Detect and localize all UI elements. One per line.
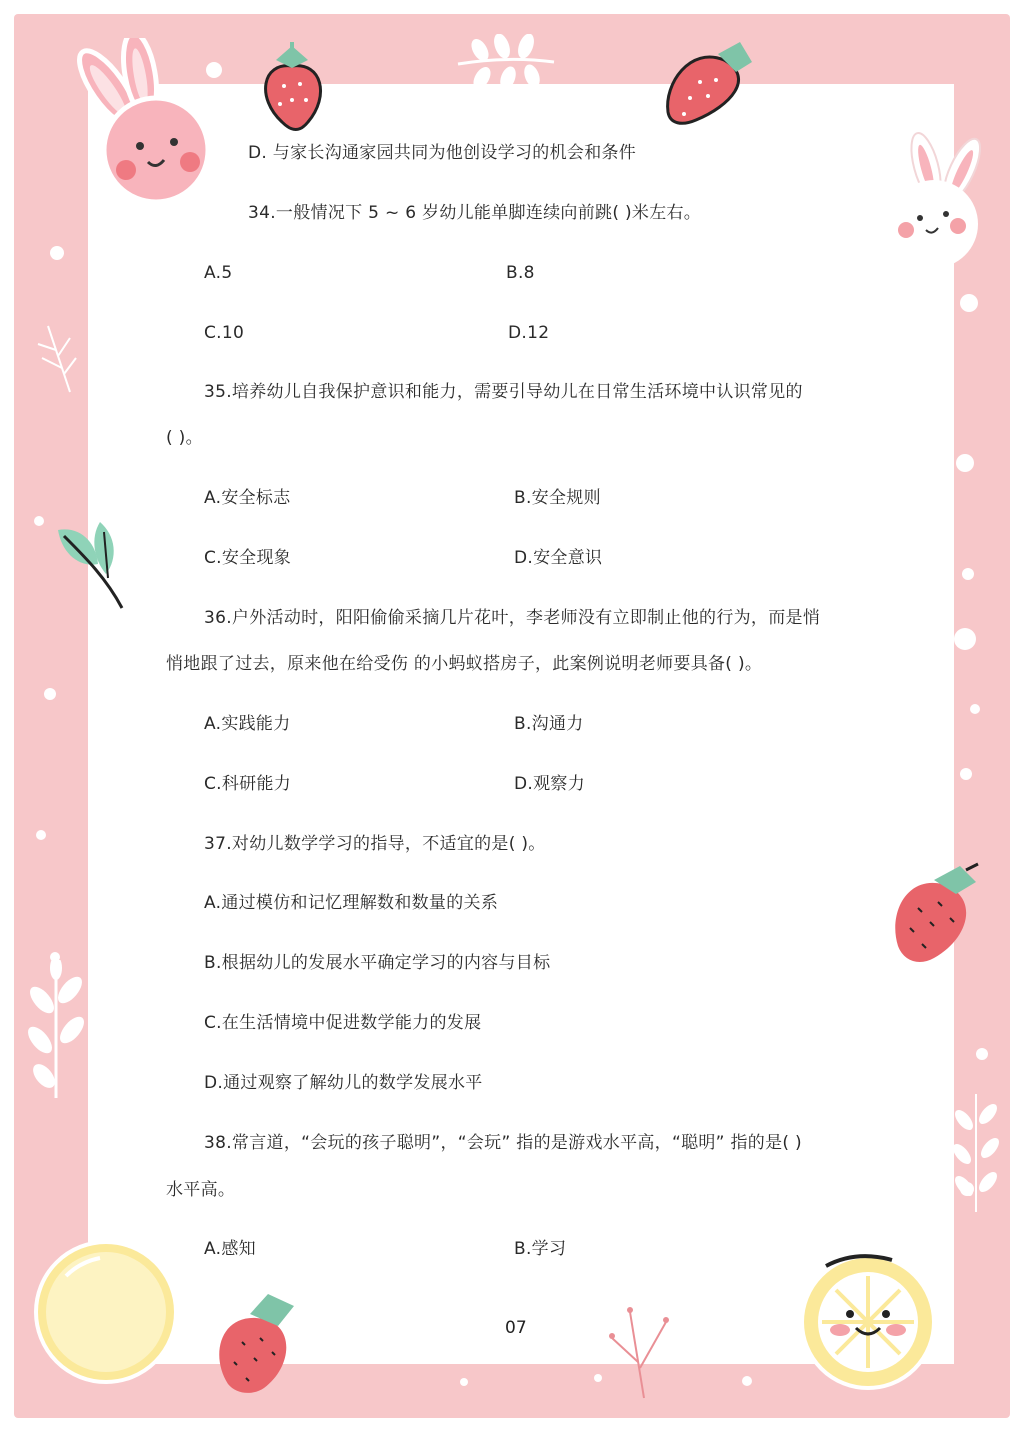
q36-option-a: A.实践能力 xyxy=(204,714,291,734)
q35-option-a: A.安全标志 xyxy=(204,488,291,508)
border-dot xyxy=(956,454,974,472)
strawberry-icon xyxy=(206,1290,306,1398)
border-dot xyxy=(976,1048,988,1060)
q34-stem: 34.一般情况下 5 ~ 6 岁幼儿能单脚连续向前跳( )米左右。 xyxy=(248,203,702,223)
q34-option-d: D.12 xyxy=(508,323,550,343)
q37-option-a: A.通过模仿和记忆理解数和数量的关系 xyxy=(204,893,499,913)
q36-option-b: B.沟通力 xyxy=(514,714,584,734)
twig-icon xyxy=(34,318,80,394)
border-dot xyxy=(34,516,44,526)
border-dot xyxy=(460,1378,468,1386)
leaf-icon xyxy=(50,518,130,610)
q38-option-a: A.感知 xyxy=(204,1239,256,1259)
q33-option-d: D. 与家长沟通家园共同为他创设学习的机会和条件 xyxy=(248,143,637,163)
q34-option-b: B.8 xyxy=(506,263,535,283)
q37-option-d: D.通过观察了解幼儿的数学发展水平 xyxy=(204,1073,483,1093)
border-dot xyxy=(594,1374,602,1382)
q36-stem-line1: 36.户外活动时，阳阳偷偷采摘几片花叶，李老师没有立即制止他的行为，而是悄 xyxy=(204,608,821,628)
strawberry-icon xyxy=(888,862,984,970)
strawberry-icon xyxy=(660,36,760,130)
q34-option-a: A.5 xyxy=(204,263,233,283)
q37-option-c: C.在生活情境中促进数学能力的发展 xyxy=(204,1013,482,1033)
q34-option-c: C.10 xyxy=(204,323,245,343)
q38-stem-line1: 38.常言道，“会玩的孩子聪明”，“会玩” 指的是游戏水平高，“聪明” 指的是( ) xyxy=(204,1133,802,1153)
q36-stem-line2: 悄地跟了过去，原来他在给受伤 的小蚂蚁搭房子，此案例说明老师要具备( )。 xyxy=(166,654,763,674)
border-dot xyxy=(44,688,56,700)
q38-option-b: B.学习 xyxy=(514,1239,567,1259)
border-dot xyxy=(742,1376,752,1386)
border-dot xyxy=(36,830,46,840)
q36-option-d: D.观察力 xyxy=(514,774,585,794)
lemon-icon xyxy=(796,1246,944,1396)
q35-stem-line2: ( )。 xyxy=(166,428,203,448)
q38-stem-line2: 水平高。 xyxy=(166,1180,236,1200)
twig-icon xyxy=(604,1302,674,1400)
border-dot xyxy=(970,704,980,714)
page-number: 07 xyxy=(505,1318,527,1338)
bunny-icon xyxy=(60,38,220,204)
bunny-icon xyxy=(868,126,1008,272)
q36-option-c: C.科研能力 xyxy=(204,774,292,794)
leaf-sprig-icon xyxy=(452,34,558,92)
strawberry-icon xyxy=(252,36,332,136)
q35-option-c: C.安全现象 xyxy=(204,548,292,568)
q35-option-b: B.安全规则 xyxy=(514,488,601,508)
leaf-branch-icon xyxy=(948,1090,1004,1214)
q35-option-d: D.安全意识 xyxy=(514,548,603,568)
q37-option-b: B.根据幼儿的发展水平确定学习的内容与目标 xyxy=(204,953,551,973)
border-dot xyxy=(954,628,976,650)
lemon-icon xyxy=(30,1236,186,1392)
border-dot xyxy=(50,246,64,260)
border-dot xyxy=(962,568,974,580)
q35-stem-line1: 35.培养幼儿自我保护意识和能力，需要引导幼儿在日常生活环境中认识常见的 xyxy=(204,382,803,402)
q37-stem: 37.对幼儿数学学习的指导，不适宜的是( )。 xyxy=(204,834,546,854)
border-dot xyxy=(960,768,972,780)
leaf-branch-icon xyxy=(22,960,90,1100)
border-dot xyxy=(960,294,978,312)
